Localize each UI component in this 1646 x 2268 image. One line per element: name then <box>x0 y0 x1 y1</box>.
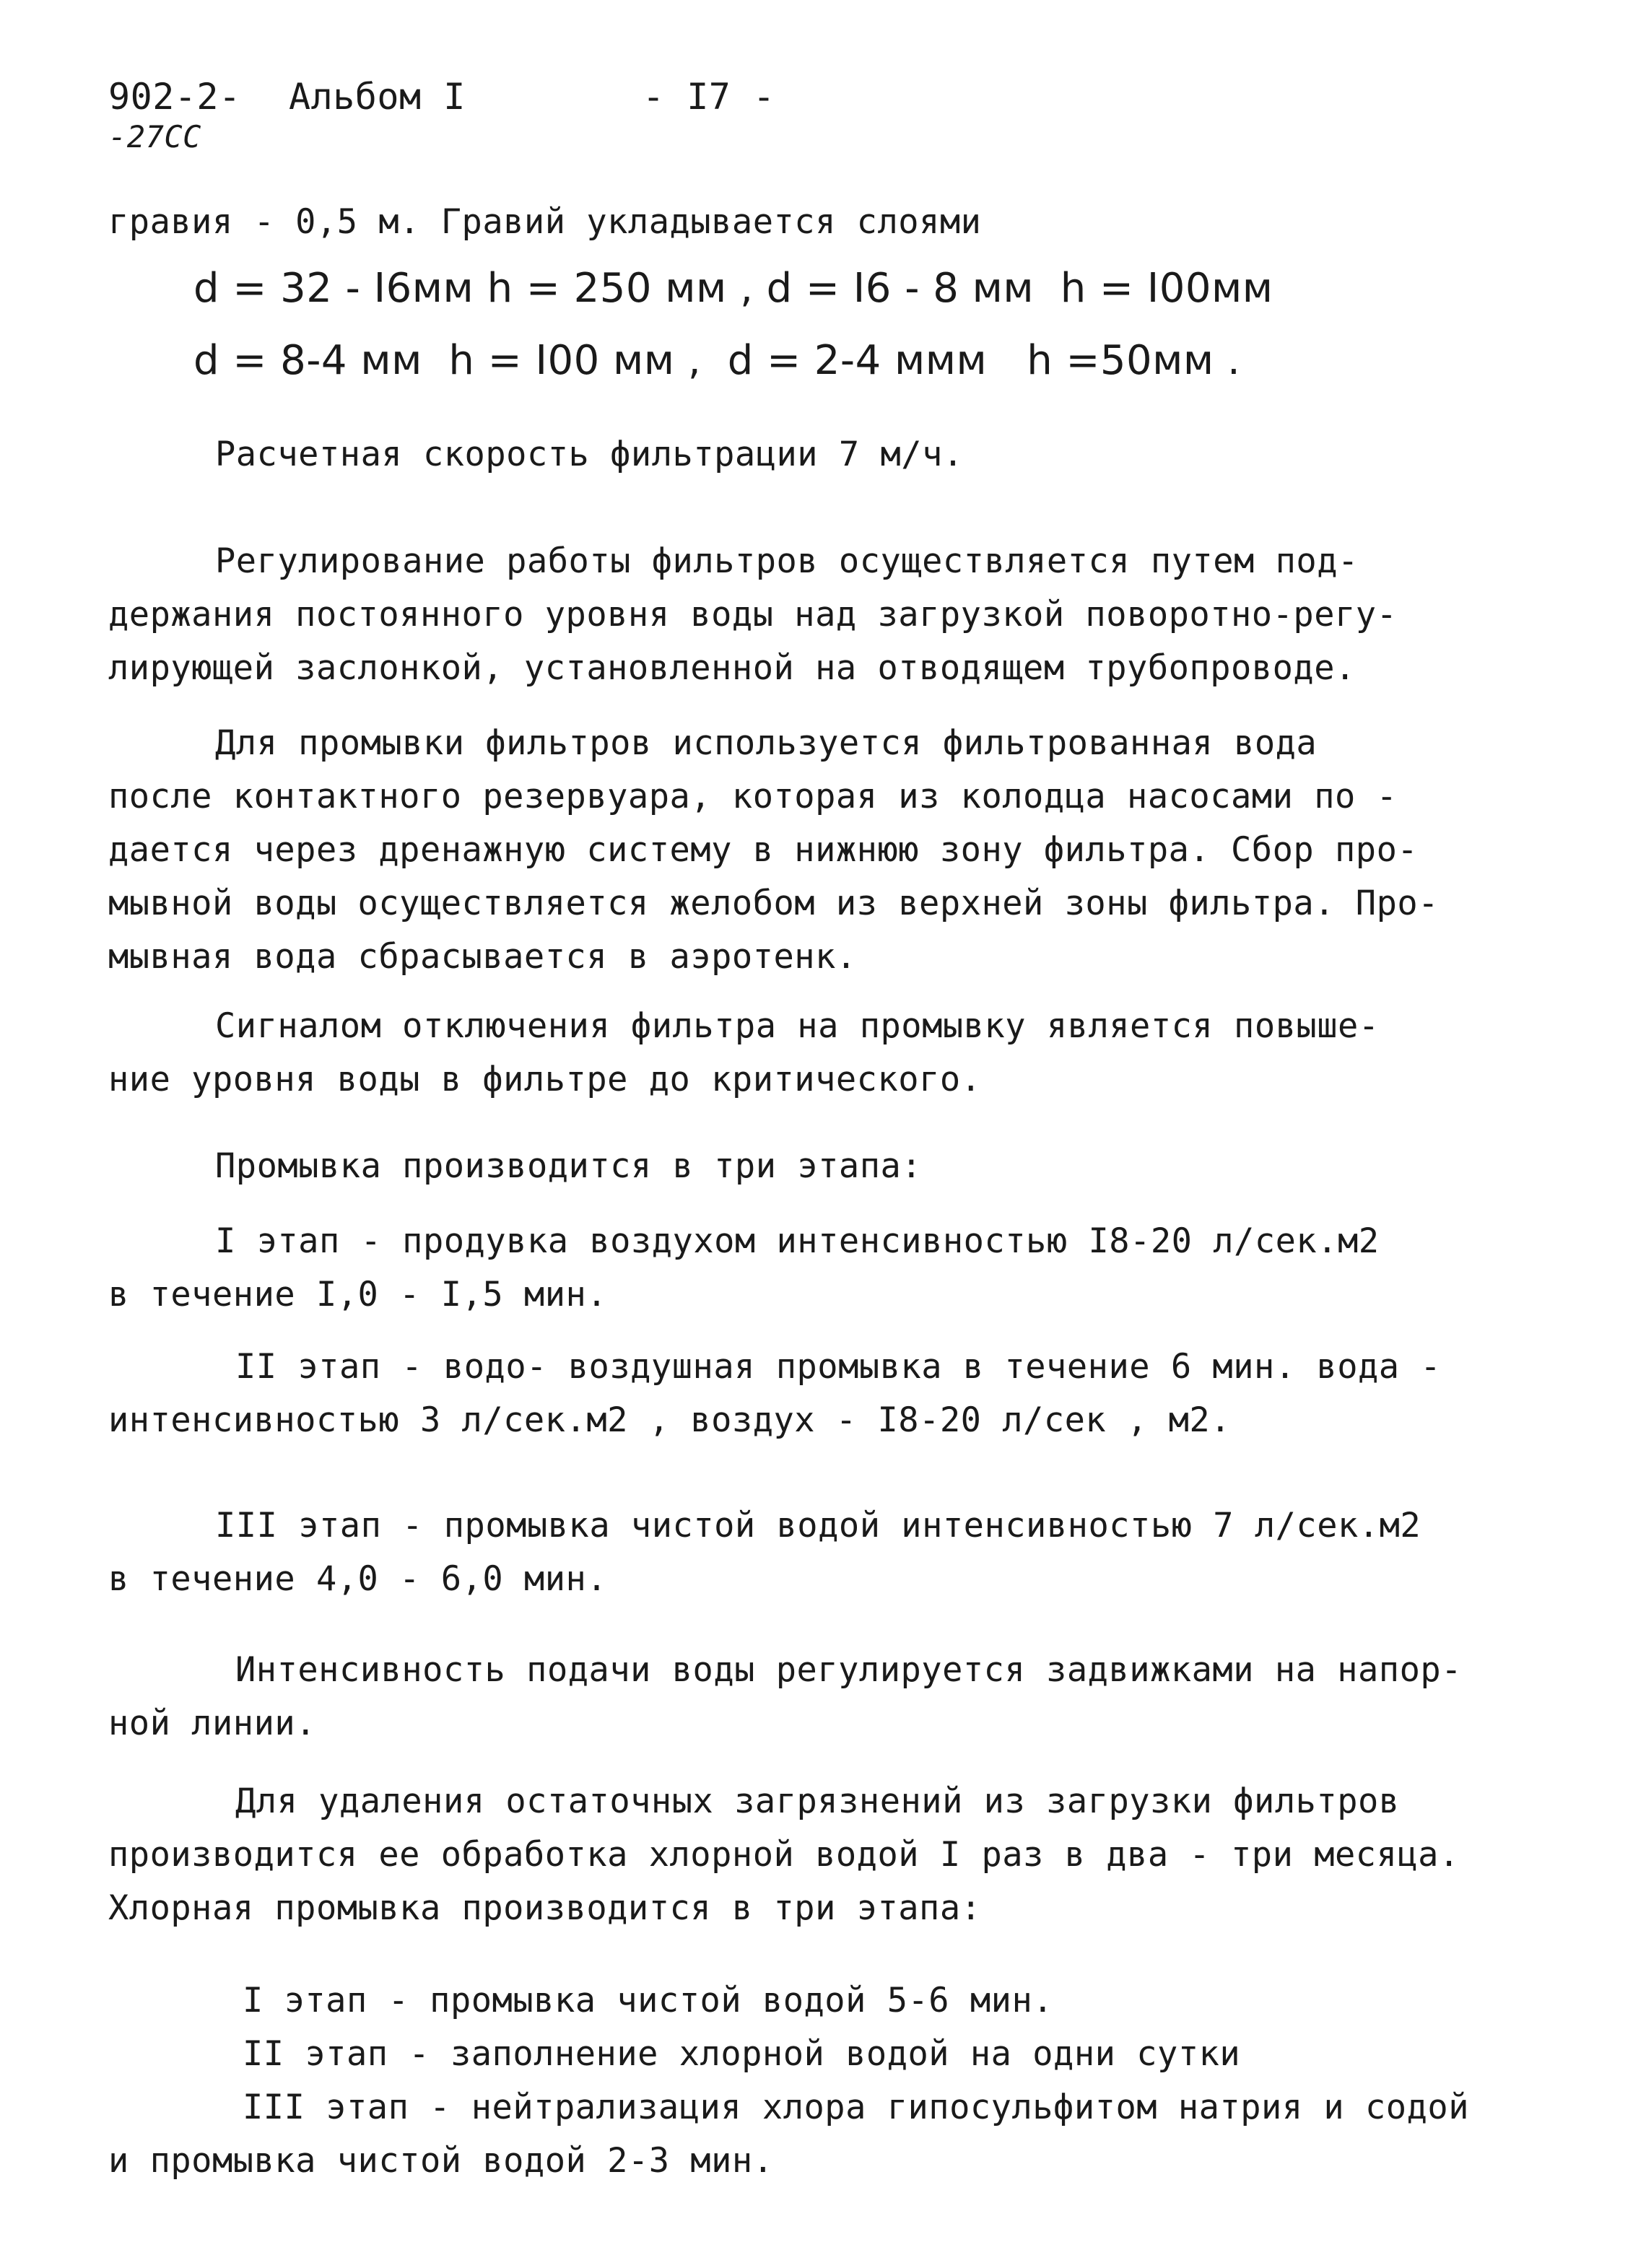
text-line: после контактного резервуара, которая из колодца насосами по - <box>108 777 1398 816</box>
text-line: Интенсивность подачи воды регулируется задвижками на напор- <box>235 1650 1462 1690</box>
text-line: III этап - промывка чистой водой интенсивностью 7 л/сек.м2 <box>215 1506 1421 1545</box>
text-line: Расчетная скорость фильтрации 7 м/ч. <box>215 435 964 474</box>
text-line: Для удаления остаточных загрязнений из загрузки фильтров <box>235 1781 1400 1821</box>
text-line: мывной воды осуществляется желобом из верхней зоны фильтра. Про- <box>108 884 1439 923</box>
text-line: лирующей заслонкой, установленной на отводящем трубопроводе. <box>108 648 1356 688</box>
text-line: ной линии. <box>108 1704 316 1743</box>
text-line: Промывка производится в три этапа: <box>215 1146 923 1186</box>
text-line: I этап - промывка чистой водой 5-6 мин. <box>243 1981 1054 2020</box>
text-line: держания постоянного уровня воды над загрузкой поворотно-регу- <box>108 595 1398 634</box>
text-line: производится ее обработка хлорной водой I раз в два - три месяца. <box>108 1835 1460 1875</box>
text-line: Хлорная промывка производится в три этапа: <box>108 1888 982 1928</box>
page-number: - I7 - <box>643 76 775 118</box>
text-line: гравия - 0,5 м. Гравий укладывается слоями <box>108 202 982 242</box>
formula-line: d = 8-4 мм h = I00 мм , d = 2-4 ммм h =50мм . <box>193 337 1241 384</box>
text-line: мывная вода сбрасывается в аэротенк. <box>108 937 857 977</box>
text-line: Сигналом отключения фильтра на промывку является повыше- <box>215 1006 1380 1046</box>
text-line: и промывка чистой водой 2-3 мин. <box>108 2141 774 2181</box>
text-line: Для промывки фильтров используется фильтрованная вода <box>215 723 1318 763</box>
text-line: ние уровня воды в фильтре до критического. <box>108 1060 982 1099</box>
formula-line: d = 32 - I6мм h = 250 мм , d = I6 - 8 мм h = I00мм <box>193 265 1273 312</box>
text-line: II этап - заполнение хлорной водой на одни сутки <box>243 2034 1241 2074</box>
text-line: интенсивностью 3 л/сек.м2 , воздух - I8-20 л/сек , м2. <box>108 1400 1232 1440</box>
text-line: Регулирование работы фильтров осуществляется путем под- <box>215 541 1359 581</box>
text-line: III этап - нейтрализация хлора гипосульфитом натрия и содой <box>243 2088 1469 2127</box>
handwritten-code: -27СС <box>108 119 201 154</box>
album-label: Альбом I <box>289 76 466 118</box>
doc-code: 902-2- <box>108 76 241 118</box>
text-line: в течение 4,0 - 6,0 мин. <box>108 1559 608 1599</box>
text-line: I этап - продувка воздухом интенсивностью I8-20 л/сек.м2 <box>215 1221 1380 1261</box>
text-line: дается через дренажную систему в нижнюю зону фильтра. Сбор про- <box>108 830 1419 870</box>
text-line: в течение I,0 - I,5 мин. <box>108 1275 608 1314</box>
text-line: II этап - водо- воздушная промывка в течение 6 мин. вода - <box>235 1347 1442 1387</box>
